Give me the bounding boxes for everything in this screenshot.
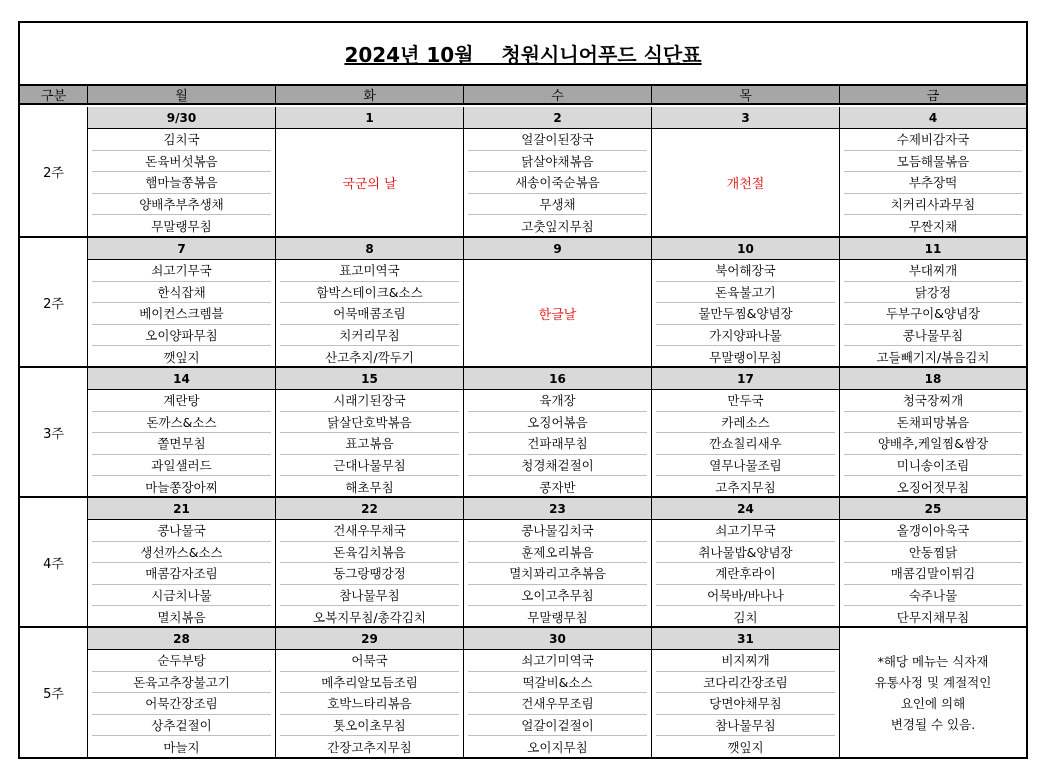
date-cell: 21 [88,498,275,520]
menu-item: 어묵간장조림 [92,693,271,715]
week-label: 2주 [20,107,88,236]
menu-item: 돈육고추장불고기 [92,672,271,694]
menu-item: 수제비감자국 [844,129,1022,151]
header-day-mon: 월 [88,86,276,103]
menu-item: 새송이죽순볶음 [468,172,647,194]
menu-item: 얼갈이겉절이 [468,715,647,737]
menu-item: 매콤김말이튀김 [844,563,1022,585]
week-row [20,107,1026,238]
date-cell: 8 [276,238,463,260]
page-title: 2024년 10월 청원시니어푸드 식단표 [344,43,702,67]
menu-list [464,129,651,237]
menu-item: 육개장 [468,390,647,412]
menu-sheet [18,21,1028,759]
menu-item: 건파래무침 [468,433,647,455]
menu-item: 김치국 [92,129,271,151]
notice-line: 변경될 수 있음. [890,716,976,732]
day-cell [464,238,652,366]
menu-item: 돈육버섯볶음 [92,151,271,173]
menu-item: 돈육불고기 [656,282,835,304]
menu-list [276,390,463,498]
menu-item: 고들빼기지/볶음김치 [876,350,990,366]
day-cell [276,368,464,496]
date-cell: 4 [840,107,1026,129]
menu-item: 두부구이&양념장 [844,303,1022,325]
menu-item: 간장고추지무침 [327,740,412,756]
header-day-wed: 수 [464,86,652,103]
day-cell [464,368,652,496]
day-cell [464,628,652,757]
menu-list [464,520,651,628]
menu-item: 톳오이초무침 [280,715,459,737]
menu-item: 만두국 [656,390,835,412]
menu-item: 양배추,케일찜&쌈장 [844,433,1022,455]
menu-list [276,650,463,758]
date-cell: 1 [276,107,463,129]
menu-item: 마늘쫑장아찌 [145,480,218,496]
menu-item: 돈육김치볶음 [280,542,459,564]
menu-item: 부추장떡 [844,172,1022,194]
menu-item: 미니송이조림 [844,455,1022,477]
day-cell [464,107,652,236]
date-cell: 7 [88,238,275,260]
day-cell [88,498,276,626]
menu-item: 카레소스 [656,412,835,434]
day-cell [840,628,1026,757]
menu-item: 오복지무침/총각김치 [313,610,426,626]
menu-item: 쇠고기무국 [656,520,835,542]
menu-item: 햄마늘쫑볶음 [92,172,271,194]
menu-item: 과일샐러드 [92,455,271,477]
menu-item: 당면야채무침 [656,693,835,715]
date-cell: 28 [88,628,275,650]
menu-item: 부대찌개 [844,260,1022,282]
menu-item: 베이컨스크렘블 [92,303,271,325]
menu-item: 어묵바/바나나 [656,585,835,607]
menu-item: 참나물무침 [280,585,459,607]
menu-item: 떡갈비&소스 [468,672,647,694]
menu-list [840,390,1026,498]
day-cell [88,628,276,757]
menu-item: 닭살단호박볶음 [280,412,459,434]
week-row [20,498,1026,628]
menu-item: 얼갈이된장국 [468,129,647,151]
menu-item: 콩나물국 [92,520,271,542]
menu-item: 참나물무침 [656,715,835,737]
notice-line: *해당 메뉴는 식자재 [877,653,989,669]
menu-item: 어묵국 [280,650,459,672]
menu-list [652,650,839,758]
day-cell [652,498,840,626]
day-cell [652,107,840,236]
menu-item: 표고미역국 [280,260,459,282]
menu-item: 돈채피망볶음 [844,412,1022,434]
holiday-label: 한글날 [538,307,577,323]
menu-item: 계란탕 [92,390,271,412]
menu-item: 멸치볶음 [157,610,206,626]
menu-item: 순두부탕 [92,650,271,672]
header-row [20,84,1026,105]
holiday-label: 국군의 날 [342,177,397,192]
week-row [20,368,1026,498]
menu-list [464,650,651,758]
notice-line: 유통사정 및 계절적인 [874,674,992,690]
day-cell [88,107,276,236]
date-cell: 15 [276,368,463,390]
menu-item: 깐쇼칠리새우 [656,433,835,455]
menu-item: 호박느타리볶음 [280,693,459,715]
date-cell: 2 [464,107,651,129]
menu-item: 동그랑땡강정 [280,563,459,585]
date-cell: 23 [464,498,651,520]
menu-item: 오징어볶음 [468,412,647,434]
menu-item: 상추겉절이 [92,715,271,737]
menu-item: 열무나물조림 [656,455,835,477]
day-cell [652,628,840,757]
menu-item: 해초무침 [345,480,394,496]
day-cell [88,368,276,496]
header-day-tue: 화 [276,86,464,103]
day-cell [840,238,1026,366]
menu-item: 청경채겉절이 [468,455,647,477]
menu-item: 청국장찌개 [844,390,1022,412]
menu-item: 모듬해물볶음 [844,151,1022,173]
menu-item: 오이고추무침 [468,585,647,607]
date-cell: 17 [652,368,839,390]
header-day-fri: 금 [926,89,940,104]
day-cell [840,368,1026,496]
menu-item: 김치 [733,610,758,626]
menu-list [88,260,275,368]
menu-item: 무말랭무침 [151,219,212,235]
menu-item: 훈제오리볶음 [468,542,647,564]
menu-list [840,260,1026,368]
menu-item: 무생채 [468,194,647,216]
menu-list [464,390,651,498]
menu-item: 깻잎지 [163,350,200,366]
day-cell [276,628,464,757]
week-row [20,628,1026,757]
menu-item: 코다리간장조림 [656,672,835,694]
menu-list [840,520,1026,628]
menu-item: 고춧잎지무침 [521,219,594,235]
date-cell: 22 [276,498,463,520]
menu-item: 무말랭무침 [527,610,588,626]
notice-text [840,628,1026,757]
menu-item: 쇠고기미역국 [468,650,647,672]
menu-item: 근대나물무침 [280,455,459,477]
menu-item: 깻잎지 [727,740,764,756]
title-area [20,23,1026,84]
menu-list [652,260,839,368]
week-label: 3주 [20,368,88,496]
menu-item: 건새우무조림 [468,693,647,715]
menu-list [652,520,839,628]
header-division: 구분 [20,86,88,103]
menu-item: 시래기된장국 [280,390,459,412]
date-cell: 29 [276,628,463,650]
date-cell: 31 [652,628,839,650]
date-cell: 30 [464,628,651,650]
date-cell: 18 [840,368,1026,390]
menu-item: 오이지무침 [527,740,588,756]
menu-list [840,129,1026,237]
week-label: 4주 [20,498,88,626]
menu-item: 닭살야채볶음 [468,151,647,173]
menu-item: 취나물밥&양념장 [656,542,835,564]
date-cell: 14 [88,368,275,390]
holiday-label: 개천절 [726,177,765,192]
menu-item: 쇠고기무국 [92,260,271,282]
menu-item: 한식잡채 [92,282,271,304]
menu-item: 양배추부추생채 [92,194,271,216]
menu-item: 닭강정 [844,282,1022,304]
day-cell [840,107,1026,236]
menu-item: 콩나물무침 [844,325,1022,347]
date-cell: 24 [652,498,839,520]
menu-list [88,650,275,758]
menu-item: 오징어젓무침 [896,480,970,496]
date-cell: 9 [464,238,651,260]
menu-item: 콩나물김치국 [468,520,647,542]
menu-list [276,260,463,368]
day-cell [840,498,1026,626]
menu-item: 숙주나물 [844,585,1022,607]
menu-list [88,390,275,498]
menu-list [652,390,839,498]
menu-item: 시금치나물 [92,585,271,607]
week-row [20,238,1026,368]
menu-item: 북어해장국 [656,260,835,282]
day-cell [276,238,464,366]
header-day-thu: 목 [652,86,840,103]
week-label: 5주 [20,628,88,757]
menu-item: 마늘지 [163,740,200,756]
day-cell [88,238,276,366]
menu-item: 메추리알모듬조림 [280,672,459,694]
menu-item: 오이양파무침 [92,325,271,347]
menu-item: 산고추지/깍두기 [325,350,414,366]
date-cell: 25 [840,498,1026,520]
day-cell [464,498,652,626]
day-cell [652,238,840,366]
menu-item: 매콤감자조림 [92,563,271,585]
menu-list [276,520,463,628]
day-cell [276,107,464,236]
menu-item: 무말랭이무침 [709,350,782,366]
date-cell: 3 [652,107,839,129]
menu-item: 표고볶음 [280,433,459,455]
menu-item: 건새우무채국 [280,520,459,542]
day-cell [652,368,840,496]
menu-item: 치커리사과무침 [844,194,1022,216]
menu-item: 콩자반 [539,480,576,496]
date-cell: 10 [652,238,839,260]
date-cell: 16 [464,368,651,390]
menu-item: 함박스테이크&소스 [280,282,459,304]
menu-list [88,520,275,628]
menu-item: 어묵매콤조림 [280,303,459,325]
notice-line: 요인에 의해 [900,695,966,711]
date-cell: 11 [840,238,1026,260]
menu-item: 치커리무침 [280,325,459,347]
day-cell [276,498,464,626]
menu-item: 무짠지채 [908,219,958,235]
menu-list [88,129,275,237]
menu-item: 단무지채무침 [896,610,970,626]
menu-item: 비지찌개 [656,650,835,672]
week-label: 2주 [20,238,88,366]
menu-item: 가지양파나물 [656,325,835,347]
menu-item: 물만두찜&양념장 [656,303,835,325]
menu-item: 멸치꽈리고추볶음 [468,563,647,585]
menu-item: 올갱이아욱국 [844,520,1022,542]
date-cell: 9/30 [88,107,275,129]
menu-item: 돈까스&소스 [92,412,271,434]
menu-item: 쫄면무침 [92,433,271,455]
menu-item: 고추지무침 [715,480,776,496]
menu-item: 생선까스&소스 [92,542,271,564]
menu-item: 계란후라이 [656,563,835,585]
menu-item: 안동찜닭 [844,542,1022,564]
